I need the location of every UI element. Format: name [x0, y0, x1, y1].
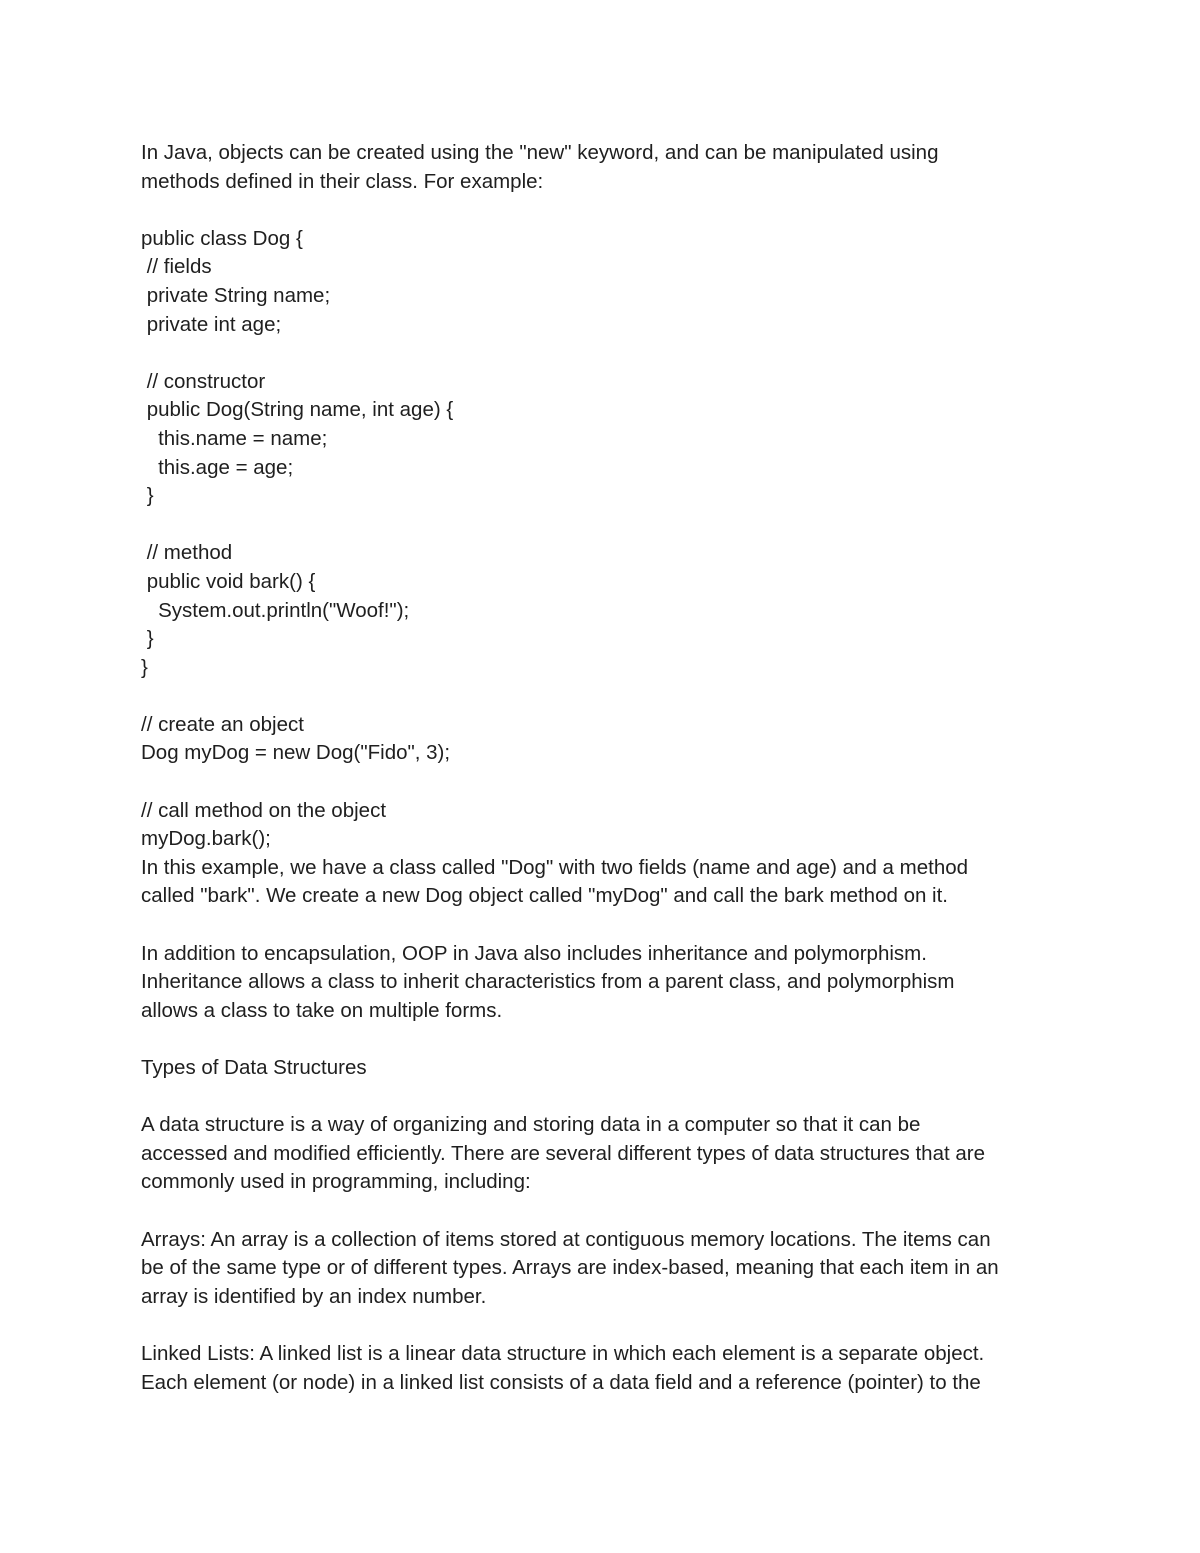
code-line: private String name;	[141, 283, 331, 307]
text-line: array is identified by an index number.	[141, 1284, 487, 1308]
code-example	[141, 225, 1081, 854]
arrays-paragraph	[141, 1226, 1081, 1312]
code-line: }	[141, 484, 154, 508]
text-line: called "bark". We create a new Dog object called "myDog" and call the bark method on it.	[141, 884, 949, 908]
code-line: myDog.bark();	[141, 827, 271, 851]
code-line: // method	[141, 541, 233, 565]
intro-paragraph	[141, 139, 1081, 196]
text-line: A data structure is a way of organizing and storing data in a computer so that it can be	[141, 1113, 921, 1137]
code-line: this.name = name;	[141, 426, 328, 450]
linked-lists-paragraph	[141, 1340, 1081, 1397]
example-explanation-paragraph	[141, 854, 1081, 911]
code-line: // fields	[141, 255, 212, 279]
code-line: public class Dog {	[141, 226, 303, 250]
code-line	[141, 339, 1081, 368]
text-line: Each element (or node) in a linked list consists of a data field and a reference (pointer) to the	[141, 1370, 981, 1394]
paragraph-spacer	[141, 1311, 1081, 1340]
text-line: Inheritance allows a class to inherit characteristics from a parent class, and polymorphism	[141, 970, 955, 994]
text-line: commonly used in programming, including:	[141, 1170, 531, 1194]
text-line: methods defined in their class. For example:	[141, 169, 544, 193]
code-line	[141, 682, 1081, 711]
document-body	[141, 139, 1081, 1397]
text-line: allows a class to take on multiple forms.	[141, 998, 503, 1022]
code-line	[141, 511, 1081, 540]
section-heading: Types of Data Structures	[141, 1056, 367, 1079]
text-line: be of the same type or of different types. Arrays are index-based, meaning that each item in an	[141, 1256, 999, 1280]
oop-paragraph	[141, 940, 1081, 1026]
code-line: }	[141, 655, 148, 679]
code-line: // constructor	[141, 369, 266, 393]
text-line: In Java, objects can be created using the "new" keyword, and can be manipulated using	[141, 141, 939, 164]
paragraph-spacer	[141, 911, 1081, 940]
code-line: private int age;	[141, 312, 282, 336]
text-line: In addition to encapsulation, OOP in Java also includes inheritance and polymorphism.	[141, 941, 927, 965]
text-line: In this example, we have a class called "Dog" with two fields (name and age) and a method	[141, 855, 969, 879]
code-line: // call method on the object	[141, 798, 387, 822]
code-line: public void bark() {	[141, 569, 316, 593]
code-line	[141, 768, 1081, 797]
code-line: this.age = age;	[141, 455, 294, 479]
code-line: System.out.println("Woof!");	[141, 598, 410, 622]
paragraph-spacer	[141, 196, 1081, 225]
text-line: accessed and modified efficiently. There are several different types of data structures that are	[141, 1141, 986, 1165]
code-line: // create an object	[141, 712, 304, 736]
code-line: }	[141, 627, 154, 651]
paragraph-spacer	[141, 1025, 1081, 1054]
paragraph-spacer	[141, 1197, 1081, 1226]
text-line: Linked Lists: A linked list is a linear data structure in which each element is a separate object.	[141, 1341, 985, 1365]
data-structures-intro-paragraph	[141, 1111, 1081, 1197]
code-line: Dog myDog = new Dog("Fido", 3);	[141, 741, 451, 765]
paragraph-spacer	[141, 1083, 1081, 1112]
text-line: Arrays: An array is a collection of items stored at contiguous memory locations. The items can	[141, 1227, 991, 1251]
code-line: public Dog(String name, int age) {	[141, 398, 454, 422]
